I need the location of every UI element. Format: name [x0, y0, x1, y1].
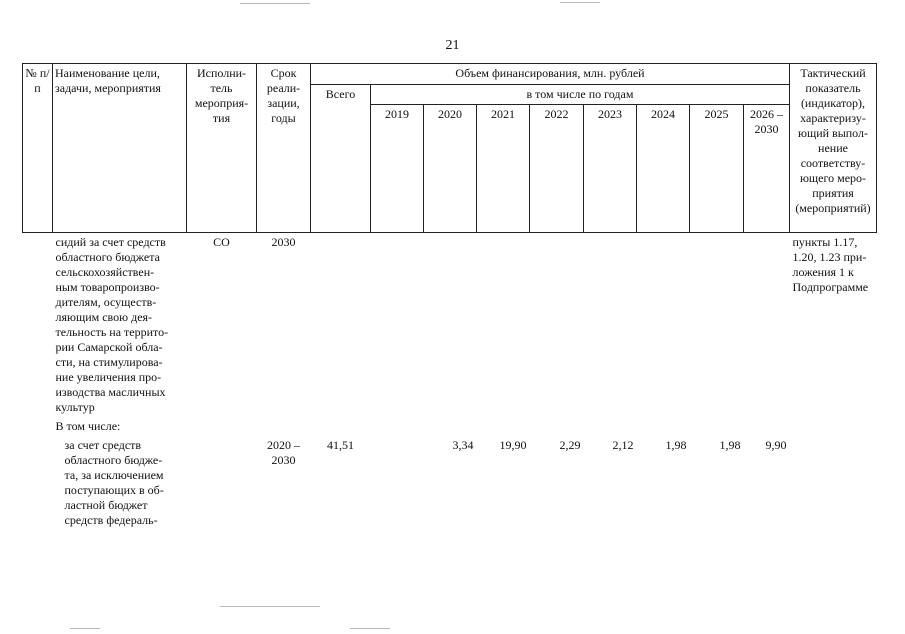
row3-term: 2020 – 2030: [267, 438, 300, 467]
table-header: [23, 64, 877, 233]
row3-2026-2030: 9,90: [765, 438, 787, 452]
row1-term: 2030: [271, 235, 296, 249]
row3-total: 41,51: [327, 438, 354, 452]
scan-artifact: [350, 628, 390, 629]
row3-name: за счет средств областного бюдже- та, за исключением поступающих в об- ластной бюджет средств федераль-: [64, 438, 164, 527]
row2-name: В том числе:: [55, 419, 121, 433]
header-indicator: Тактический показатель (индикатор), характеризу-ющий выпол-нение соответству-ющего меро-приятия (мероприятий): [790, 64, 877, 233]
scan-artifact: [220, 606, 320, 607]
header-year-2021: 2021: [477, 105, 530, 233]
header-year-2022: 2022: [530, 105, 584, 233]
row3-2019: [371, 436, 424, 530]
row3-2024: 1,98: [665, 438, 687, 452]
table-row: [23, 233, 877, 418]
header-year-2025: 2025: [690, 105, 744, 233]
header-funding: Объем финансирования, млн. рублей: [311, 64, 790, 85]
table-row: [23, 436, 877, 530]
header-year-2019: 2019: [371, 105, 424, 233]
row3-2020: 3,34: [452, 438, 474, 452]
row3-2021: 19,90: [499, 438, 527, 452]
funding-table: [22, 63, 877, 530]
table-row: [23, 417, 877, 436]
header-name: Наименование цели, задачи, мероприятия: [53, 64, 187, 233]
row1-indicator: пункты 1.17, 1.20, 1.23 при- ложения 1 к Подпрограмме: [792, 235, 869, 294]
row1-executor: СО: [213, 235, 230, 249]
page-number: 21: [445, 38, 460, 53]
header-executor: Исполни-тель мероприя-тия: [187, 64, 257, 233]
scan-artifact: [560, 2, 600, 3]
scan-artifact: [70, 628, 100, 629]
header-year-2024: 2024: [637, 105, 690, 233]
row3-2023: 2,12: [612, 438, 634, 452]
header-by-years: в том числе по годам: [371, 85, 790, 105]
header-year-2023: 2023: [584, 105, 637, 233]
scan-artifact: [240, 3, 310, 4]
row3-2022: 2,29: [559, 438, 581, 452]
table-body: [23, 233, 877, 531]
row3-2025: 1,98: [719, 438, 741, 452]
row1-name: сидий за счет средств областного бюджета сельскохозяйствен- ным товаропроизво- дителям, осуществ- ляющим свою дея- тельность на террито- рии Самарской обла- сти, на стимулирова- ние увеличения про- изводства масличных культур: [55, 235, 169, 414]
header-num: № п/п: [23, 64, 53, 233]
header-year-2020: 2020: [424, 105, 477, 233]
header-total: Всего: [311, 85, 371, 233]
header-year-2026-2030: 2026 – 2030: [744, 105, 790, 233]
header-term: Срок реали-зации, годы: [257, 64, 311, 233]
